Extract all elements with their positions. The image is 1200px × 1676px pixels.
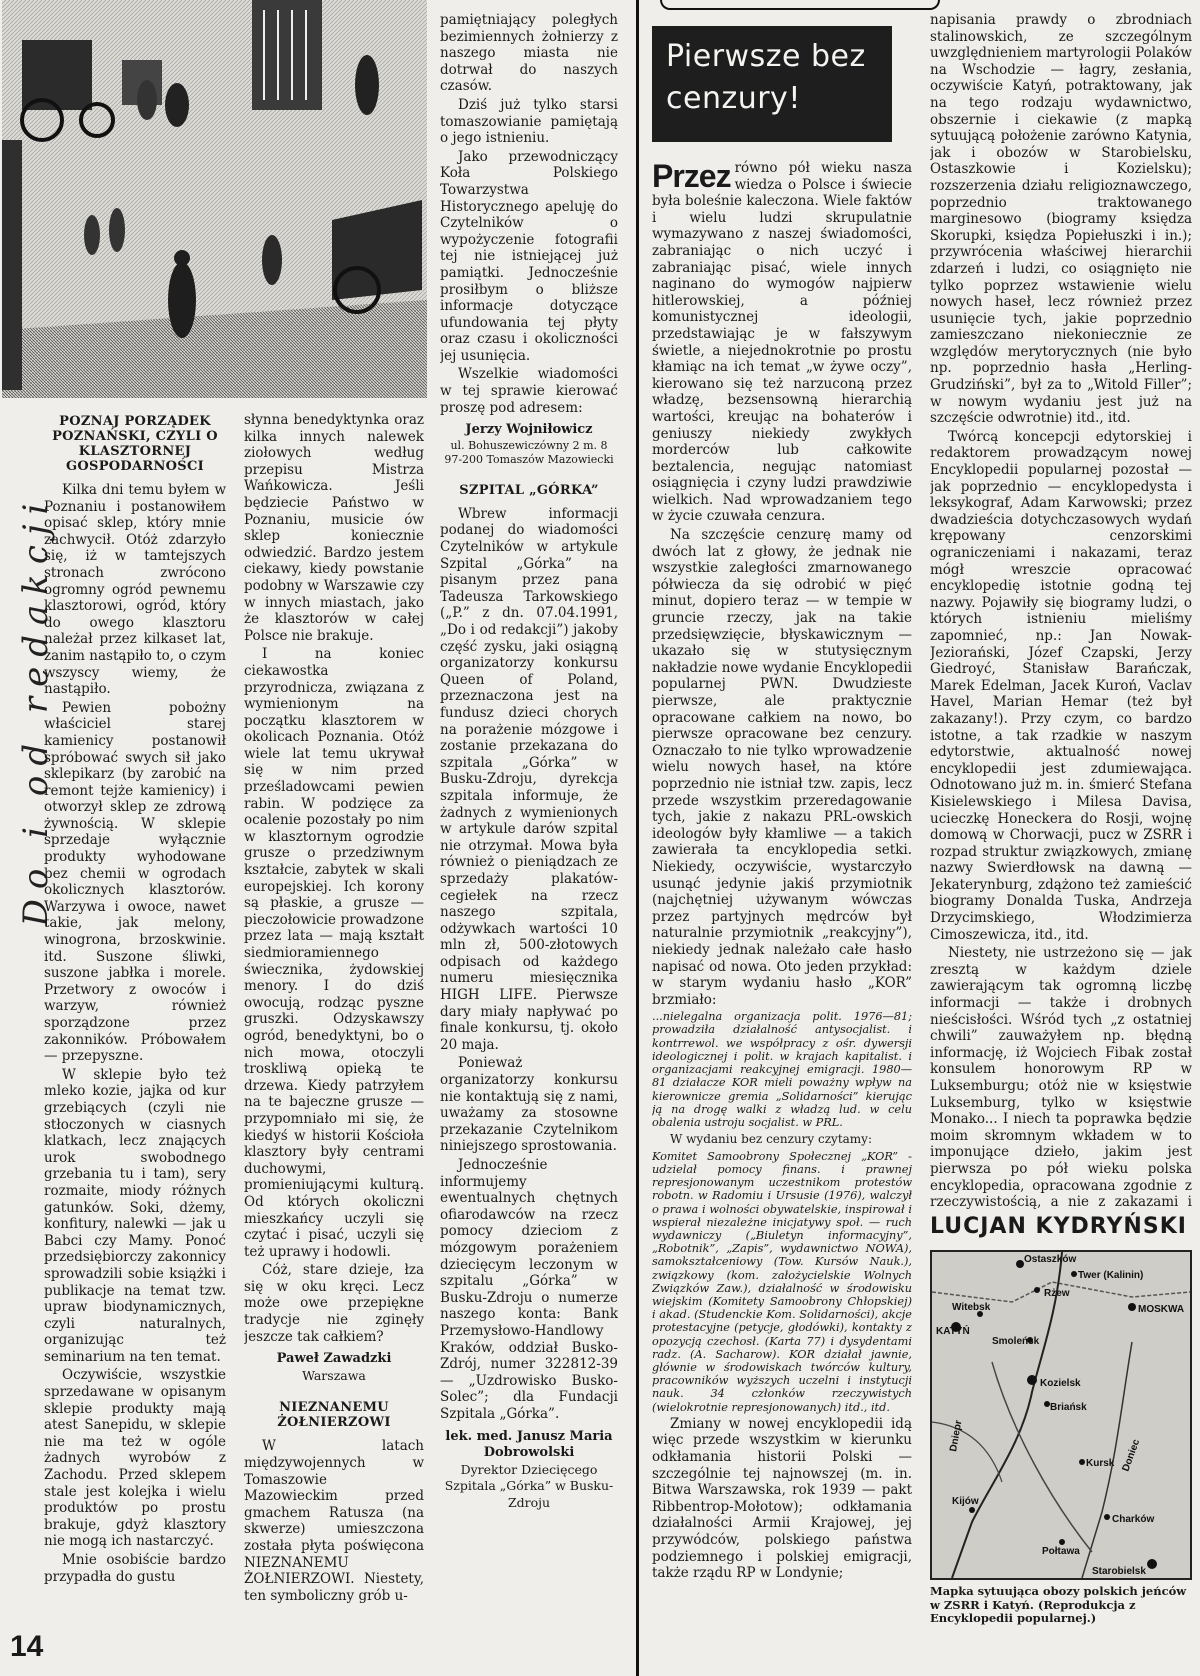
quote-new-entry: Komitet Samoobrony Społecznej „KOR” - udzielał pomocy finans. i prawnej represjonowanym uczestnikom protestów robotn. w Radomiu i Ursusie (1976), walczył o prawa i wolności obywatelskie, inspirował i wspierał niezależne inicjatywy społ. — ruch wydawniczy („Biuletyn informacyjny”, „Robotnik”, „Zapis”, wydawnictwo NOWA), samokształceniowy (Tow. Kursów Nauk.), związkowy (kom. założycielskie Wolnych Związków Zaw.), działalność w środowisku wiejskim (Komitety Samoobrony Chłopskiej) i akad. (Studenckie Kom. Solidarności), akcje protestacyjne (petycje, głodówki), kontakty z opozycją czechosł. (Karta 77) i dysydentami radz. (A. Sacharow). KOR działał jawnie, głównie w środowiskach twórców kultury, pracowników wyższych uczelni i instytucji nauk. 34 członków rzeczywistych (wielokrotnie represjonowanych) itd., itd. — [652, 1149, 912, 1414]
article-paragraph: Zmiany w nowej encyklopedii idą więc przede wszystkim w kierunku odkłamania historii Polski — szczególnie tej najnowszej (m. in. Bitwa Warszawska, rok 1939 — pakt Ribbentrop-Mołotow); odkłamania działalności Armii Krajowej, jej przywódców, polskiego państwa podziemnego i polskiej emigracji, także rządu RP w Londynie; — [652, 1415, 912, 1582]
map-label: Charków — [1112, 1514, 1155, 1525]
map-label: Kursk — [1086, 1458, 1115, 1469]
map-caption: Mapka sytuująca obozy polskich jeńców w ZSRR i Katyń. (Reprodukcja z Encyklopedii popularnej.) — [930, 1584, 1187, 1625]
article-paragraph: Oczywiście, wszystkie sprzedawane w opisanym sklepie produkty mają atest Sanepidu, w sklepie nie ma też w ogóle żadnych wyrobów z Zachodu. Przed sklepem stale jest kolejka i wielu produktów po prostu brakuje, gdyż klasztory nie mogą ich nastarczyć. — [44, 1367, 226, 1550]
article-paragraph: W sklepie było też mleko kozie, jajka od kur grzebiących (czyli nie stłoczonych w ciasnych klatkach, lecz znających urok swobodnego grzebania tu i tam), sery rozmaite, miody różnych gatunków. Soki, dżemy, konfitury, nalewki — jak u Babci czy Mamy. Ponoć przedsiębiorczy zakonnicy sprowadzili sobie książki i publikacje na temat tzw. upraw biodynamicznych, czyli naturalnych, organizując też seminarium na ten temat. — [44, 1066, 226, 1365]
column-2 — [244, 412, 424, 1674]
column-4 — [652, 160, 912, 1674]
map-label: KATYŃ — [936, 1326, 970, 1337]
author-signature: Paweł Zawadzki — [276, 1351, 392, 1367]
article-paragraph: Wbrew informacji podanej do wiadomości Czytelników w artykule Szpital „Górka” na pisanym przez pana Tadeusza Tarkowskiego („P.” z dn. 07.04.1991, „Do i od redakcji”) jakoby część zysku, jaki osiągną organizatorzy konkursu Queen of Poland, przeznaczona jest na fundusz dzieci chorych na porażenie mózgowe i zostanie przekazana do szpitala „Górka” w Busku-Zdroju, dyrekcja szpitala informuje, że żadnych z wymienionych w artykule darów szpital nie otrzymał. Mowa była również o pieniądzach ze sprzedaży plakatów-cegiełek na rzecz naszego szpitala, odżywkach wartości 10 mln zł, 500-złotowych odpisach od każdego numeru miesięcznika HIGH LIFE. Pierwsze dary miały napływać po finale konkursu, tj. około 20 maja. — [440, 505, 618, 1053]
article-paragraph: I na koniec ciekawostka przyrodnicza, związana z wymienionym na początku klasztorem w okolicach Poznania. Otóż wiele lat temu ukrywał się w nim przed prześladowcami pewien rabin. W podzięce za ocalenie pozostały po nim w klasztornym ogrodzie grusze o przedziwnym kształcie, zabytek w skali europejskiej. Ich korony są płaskie, a grusze — pieczołowicie prowadzone przez lata — mają kształt siedmioramiennego świecznika, żydowskiej menory. I do dziś owocują, rodząc pyszne gruszki. Odzyskawszy ogród, benedyktyni, bo o nich mowa, otoczyli troskliwą opieką te drzewa. Kiedy patrzyłem na te bajeczne grusze — przypomniało mi się, że kiedyś w historii Kościoła klasztory były centrami duchowymi, promieniującymi kulturą. Od których okoliczni mieszkańcy uczyli się czytać i pisać, uczyli się też uprawy i hodowli. — [244, 646, 424, 1260]
author-role: Dyrektor Dziecięcego Szpitala „Górka” w Busku-Zdroju — [444, 1461, 614, 1510]
column-divider — [636, 0, 639, 1676]
map-label: Witebsk — [952, 1302, 991, 1313]
article-paragraph: napisania prawdy o zbrodniach stalinowskich, ze szczególnym uwzględnieniem martyrologii Polaków na Wschodzie — łagry, zesłania, oczywiście Katyń, potraktowany, jak na tego rodzaju wydawnictwo, obszernie i ciekawie (z mapką sytuującą położenie zarówno Katynia, jak i obozów w Starobielsku, Ostaszkowie i Kozielsku); rozszerzenia działu religioznawczego, poprzednio traktowanego marginesowo (biogramy księdza Skorupki, księdza Popiełuszki i in.); przywrócenia właściwej hierarchii zdarzeń i ludzi, co osiągnięto nie tylko poprzez wstawienie wielu nowych haseł, lecz również przez usunięcie tych, jakie poprzednio zamieszczano niekoniecznie ze względów merytorycznych (nie było np. poprzednio hasła „Herling-Grudziński”, był za to „Witold Filler”; w nowym wydaniu jest już na szczęście odwrotnie) itd., itd. — [930, 12, 1192, 427]
street-engraving-illustration — [2, 0, 427, 398]
article-paragraph: Jednocześnie informujemy ewentualnych chętnych ofiarodawców na rzecz pomocy dzieciom z mózgowym porażeniem dziecięcym leczonym w szpitalu „Górka” w Busku-Zdroju o numerze naszego konta: Bank Przemysłowo-Handlowy Kraków, oddział Busko-Zdrój, numer 322812-39 — „Uzdrowisko Busko-Solec”; dla Fundacji Szpitala „Górka”. — [440, 1157, 618, 1422]
article-paragraph: Pewien pobożny właściciel starej kamienicy postanowił spróbować swych sił jako sklepikarz (by zarobić na remont tejże kamienicy) i otworzył sklep ze zdrową żywnością. W sklepie sprzedaje wyłącznie produkty wyhodowane bez chemii w ogrodach okolicznych klasztorów. Warzywa i owoce, nawet takie, jak melony, winogrona, brzoskwinie. itd. Suszone śliwki, suszone jabłka i morele. Przetwory z owoców i warzyw, również sporządzone przez zakonników. Próbowałem — przepyszne. — [44, 699, 226, 1065]
article-paragraph: Kilka dni temu byłem w Poznaniu i postanowiłem opisać sklep, który mnie zachwycił. Otóż zdarzyło się, iż w tamtejszych stronach zwrócono ogromny ogród pewnemu klasztorowi, ogród, który do owego klasztoru należał przez kilkaset lat, zanim nastąpiło to, o czym wszyscy wiemy, że nastąpiło. — [44, 482, 226, 698]
article-author: LUCJAN KYDRYŃSKI — [930, 1214, 1187, 1239]
dropcap-word: Przez — [652, 160, 731, 194]
author-signature: lek. med. Janusz Maria Dobrowolski — [445, 1428, 613, 1461]
map-drawing — [932, 1252, 1190, 1578]
map-label: MOSKWA — [1138, 1304, 1185, 1315]
author-address: ul. Bohuszewiczówny 2 m. 8 97-200 Tomaszów Mazowiecki — [444, 438, 614, 466]
map-label: Smoleńsk — [992, 1336, 1040, 1347]
article-paragraph: Niestety, nie ustrzeżono się — jak zresztą w każdym dziele zawierającym tak ogromną liczbę informacji — także i drobnych nieścisłości. Wśród tych „z ostatniej chwili” zauważyłem np. błędną informację, iż Wojciech Fibak został konsulem honorowym RP w Luksemburgu; otóż nie w księstwie Luksemburg, tylko w księstwie Monako... I niech ta poprawka będzie moim skromnym wkładem w to imponujące dzieło, jakim jest pierwsza po pół wieku polska encyklopedia, opracowana zgodnie z rzeczywistością, a nie z zakazami i — [930, 945, 1192, 1211]
article-paragraph: Wszelkie wiadomości w tej sprawie kierować proszę pod adresem: — [440, 366, 618, 416]
map-label: Kijów — [952, 1496, 979, 1507]
article-paragraph: Na szczęście cenzurę mamy od dwóch lat z głowy, że jednak nie wszystkie zaległości zmarnowanego półwiecza da się odrobić w pięć minut, dopiero teraz — w tempie w gruncie rzeczy, jak na takie przedsięwzięcie, błyskawicznym — ukazało się w stutysięcznym nakładzie nowe wydanie Encyklopedii popularnej PWN. Dwudzieste pierwsze, ale praktycznie opracowane całkiem na nowo, bo pierwsze opracowane bez cenzury. Oznaczało to nie tylko wprowadzenie wielu nowych haseł, na które poprzednio nie istniał tzw. zapis, lecz przede wszystkim przeredagowanie tych, jakie z nakazu PRL-owskich ideologów były kłamliwe — a takich zawierała ta encyklopedia setki. Niekiedy, oczywiście, wystarczyło usunąć jedynie jakiś przymiotnik (najchętniej używanym wówczas przez partyjnych mędrców był naturalnie przymiotnik „reakcyjny”), niekiedy jednak należało całe hasło napisać od nowa. Oto jeden przykład: w starym wydaniu hasło „KOR” brzmiało: — [652, 527, 912, 1008]
article-paragraph: pamiętniający poległych bezimiennych żołnierzy z naszego miasta nie dotrwał do naszych czasów. — [440, 12, 618, 95]
article-paragraph: Ponieważ organizatorzy konkursu nie kontaktują się z nami, uważamy za stosowne przekazanie Czytelnikom niniejszego sprostowania. — [440, 1055, 618, 1155]
column-1 — [44, 412, 226, 1674]
article-paragraph: Twórcą koncepcji edytorskiej i redaktorem prowadzącym nowej Encyklopedii popularnej pozostał — jak poprzednio — encyklopedysta i leksykograf, Adam Karwowski; przez dwadzieścia dotychczasowych wydań krępowany cenzorskimi ograniczeniami i nakazami, teraz mógł wreszcie opracować encyklopedię istotnie godną tej nazwy. Pojawiły się biogramy ludzi, o których istnieniu mieliśmy zapomnieć, np.: Jan Nowak-Jeziorański, Józef Czapski, Jerzy Giedroyć, Stanisław Barańczak, Marek Edelman, Jacek Kuroń, Vaclav Havel, Marian Hemar (też był zakazany!). Przy czym, co bardzo istotne, a tak rzadkie w naszym edytorstwie, aktualność nowej encyklopedii jest zdumiewająca. Odnotowano już m. in. śmierć Stefana Kisielewskiego i Milesa Davisa, ucieczkę Honeckera do Rosji, wojnę domową w Chorwacji, pucz w ZSRR i rozpad struktur związkowych, zmianę nazwy Swierdłowsk na dawną — Jekaterynburg, zdążono też zamieścić biogramy Donalda Tuska, Andrzeja Drzycimskiego, Włodzimierza Cimoszewicza, itd., itd. — [930, 428, 1192, 943]
article-heading-poznaj: POZNAJ PORZĄDEK POZNAŃSKI, CZYLI O KLASZTORNEJ GOSPODARNOŚCI — [52, 414, 218, 474]
frame-top-cap — [660, 0, 940, 10]
article-paragraph: Jako przewodniczący Koła Polskiego Towarzystwa Historycznego apeluję do Czytelników o wypożyczenie fotografii tej nie istniejącej już pamiątki. Jednocześnie prosiłbym o bliższe informacje dotyczące ufundowania tej płyty oraz czasu i okoliczności jej usunięcia. — [440, 148, 618, 364]
map-label: Połtawa — [1042, 1546, 1080, 1557]
map-label: Briańsk — [1050, 1402, 1087, 1413]
article-paragraph: Cóż, stare dzieje, łza się w oku kręci. Lecz może owe przepiękne tradycje nie zginęły jeszcze tak całkiem? — [244, 1262, 424, 1345]
article-paragraph: słynna benedyktynka oraz kilka innych nalewek ziołowych według przepisu Mistrza Wańkowicza. Jeśli będziecie Państwo w Poznaniu, musicie ów sklep koniecznie odwiedzić. Bardzo jestem ciekawy, kiedy powstanie podobny w Warszawie czy w innych miastach, jako że klasztorów w całej Polsce nie brakuje. — [244, 412, 424, 644]
article-headline-box: Pierwsze bez cenzury! — [652, 26, 892, 142]
map-label: Rżew — [1044, 1288, 1070, 1299]
engraving-drawing — [2, 0, 427, 398]
quote-intro: W wydaniu bez cenzury czytamy: — [670, 1132, 872, 1147]
map-label: Twer (Kalinin) — [1078, 1270, 1144, 1281]
article-heading-nieznanemu: NIEZNANEMU ŻOŁNIERZOWI — [277, 1400, 391, 1431]
map-label: Kozielsk — [1040, 1378, 1081, 1389]
quote-old-entry: ...nielegalna organizacja polit. 1976—81; prowadziła działalność antysocjalist. i kontrrewol. we współpracy z ośr. dywersji ideologicznej i polit. w krajach kapitalist. i organizacjami reakcyjnej emigracji. 1980—81 działacze KOR mieli poważny wpływ na kierownicze gremia „Solidarności” kierując ją na drogę walki z władzą lud. w celu obalenia ustroju socjalist. w PRL. — [652, 1010, 912, 1129]
map-label: Doniec — [1120, 1437, 1143, 1474]
map-label: Ostaszków — [1024, 1254, 1077, 1265]
column-5 — [930, 12, 1192, 1212]
author-city: Warszawa — [302, 1367, 366, 1383]
section-title-text: Do i od redakcji — [16, 493, 56, 927]
article-heading-szpital: SZPITAL „GÓRKA” — [459, 482, 599, 498]
section-title-vertical — [6, 410, 56, 1010]
camps-map — [930, 1250, 1192, 1580]
article-paragraph: Dziś już tylko starsi tomaszowianie pamiętają o jego istnieniu. — [440, 96, 618, 147]
lead-paragraph-text: równo pół wieku nasza wiedza o Polsce i świecie była boleśnie kaleczona. Wiele faktów i wielu ludzi skrupulatnie wymazywano z naszej świadomości, zabraniając o nich uczyć i zabraniając pisać, wiele innych naginano do wymogów najpierw hitlerowskiej, a później komunistycznej ideologii, przedstawiając je w fałszywym świetle, a niejednokrotnie po prostu kłamiąc na ich temat „w żywe oczy”, kierowano się też narzuconą przez władzę, bezsensowną hierarchią wartości, kreując na bohaterów i geniuszy niekiedy zwykłych morderców lub całkowite beztalencia, negując natomiast osiągnięcia i czyny ludzi prawdziwie wielkich. Nad wprowadzaniem tego w życie czuwała cenzura. — [652, 160, 912, 525]
author-signature: Jerzy Wojniłowicz — [465, 422, 593, 438]
article-paragraph: W latach międzywojennych w Tomaszowie Mazowieckim przed gmachem Ratusza (na skwerze) umieszczona została płyta poświęcona NIEZNANEMU ŻOŁNIERZOWI. Niestety, ten symboliczny grób u- — [244, 1438, 424, 1604]
lead-paragraph — [652, 160, 912, 525]
article-paragraph: Mnie osobiście bardzo przypadła do gustu — [44, 1552, 226, 1585]
page-number: 14 — [10, 1630, 44, 1663]
column-3 — [440, 12, 618, 1674]
map-label: Dniepr — [948, 1419, 965, 1453]
map-label: Starobielsk — [1092, 1566, 1146, 1577]
